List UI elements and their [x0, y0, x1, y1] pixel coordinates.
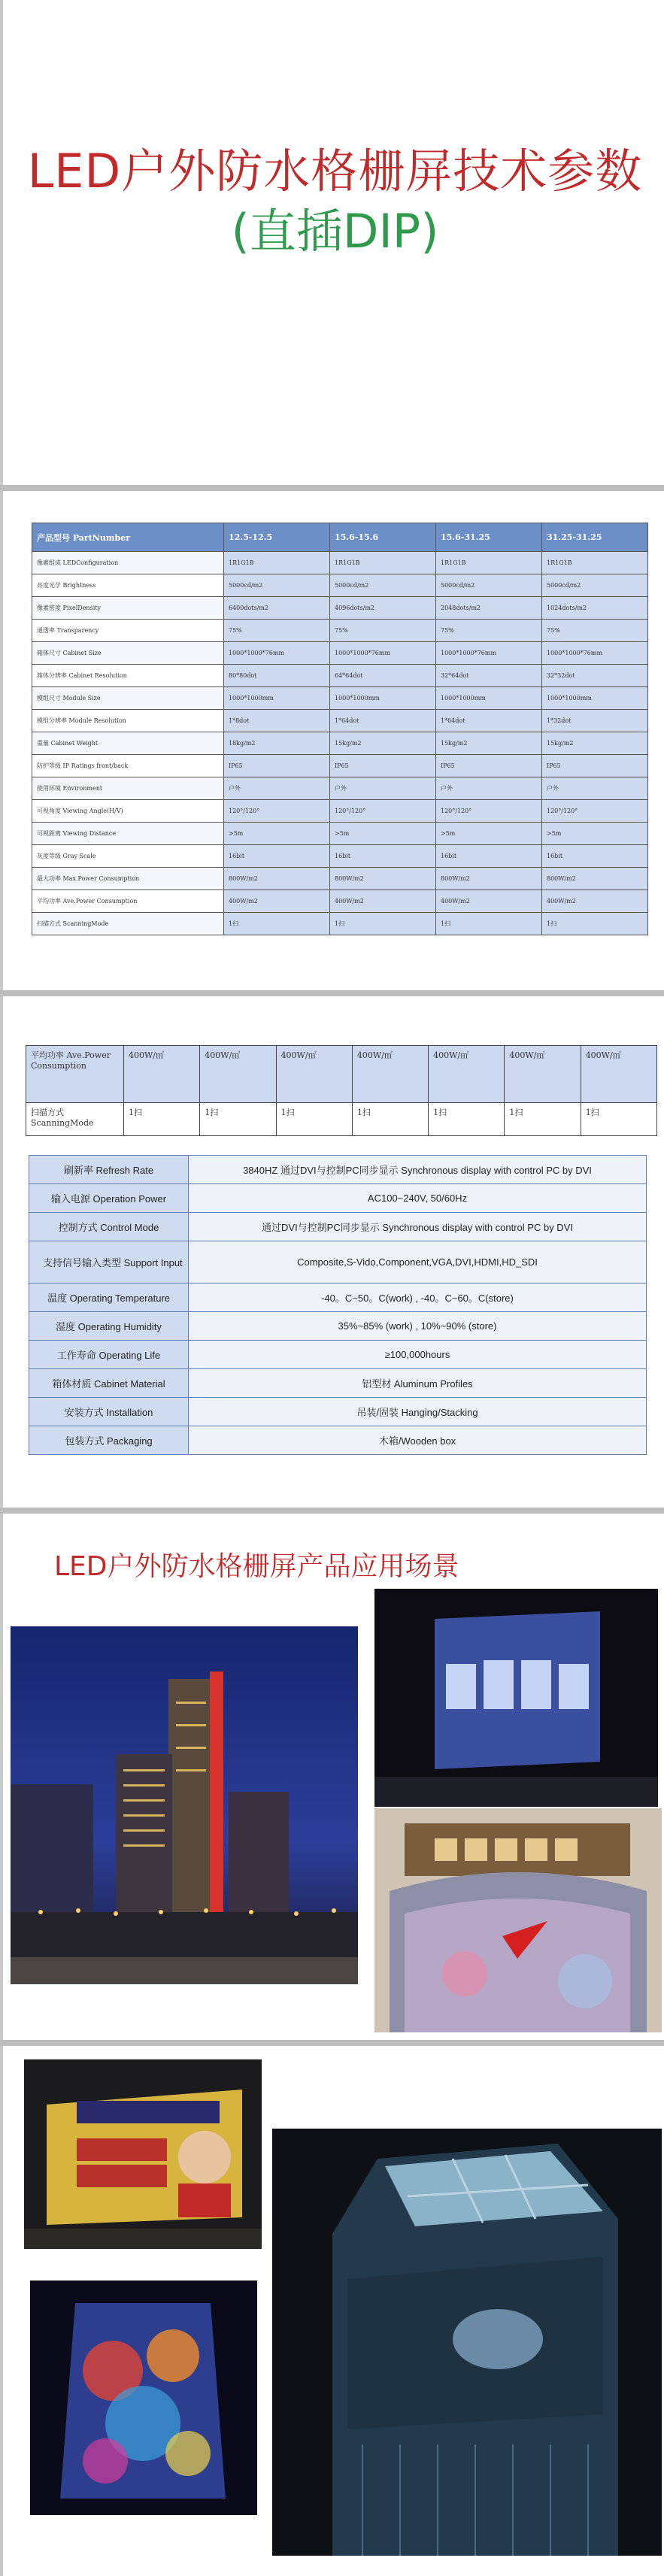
spec-value-cell: 400W/m2	[436, 890, 542, 913]
spec-value-cell: 15kg/m2	[542, 732, 648, 755]
spec-value-cell: 16bit	[436, 845, 542, 868]
detail-value-cell: AC100~240V, 50/60Hz	[189, 1184, 647, 1213]
detail-value-cell: 铝型材 Aluminum Profiles	[189, 1369, 647, 1398]
detail-value-cell: ≥100,000hours	[189, 1341, 647, 1369]
power-value-cell: 400W/㎡	[352, 1046, 428, 1103]
spec-value-cell: 800W/m2	[542, 868, 648, 890]
spec-row	[32, 777, 648, 800]
power-value-cell: 400W/㎡	[124, 1046, 200, 1103]
detail-row	[29, 1341, 647, 1369]
spec-row	[32, 913, 648, 935]
spec-value-cell: 1000*1000mm	[542, 687, 648, 710]
spec-value-cell: 2048dots/m2	[436, 597, 542, 620]
spec-value-cell: 120°/120°	[224, 800, 330, 823]
spec-value-cell: 400W/m2	[330, 890, 436, 913]
detail-row	[29, 1156, 647, 1184]
spec-value-cell: 75%	[436, 620, 542, 642]
detail-value-cell: 吊装/固装 Hanging/Stacking	[189, 1398, 647, 1426]
title-panel	[0, 0, 664, 485]
detail-value-cell: 3840HZ 通过DVI与控制PC同步显示 Synchronous display with control PC by DVI	[189, 1156, 647, 1184]
spec-value-cell: 1扫	[436, 913, 542, 935]
spec-label-cell: 像素密度 PixelDensity	[32, 597, 224, 620]
spec-label-cell: 使用环境 Environment	[32, 777, 224, 800]
detail-value-cell: -40。C~50。C(work) , -40。C~60。C(store)	[189, 1283, 647, 1312]
scenario-panel	[0, 1514, 664, 2040]
panel-divider	[0, 1508, 664, 1514]
spec-value-cell: 1R1G1B	[224, 552, 330, 574]
spec-value-cell: 800W/m2	[436, 868, 542, 890]
spec-value-cell: IP65	[224, 755, 330, 777]
spec-value-cell: >5m	[224, 823, 330, 845]
spec-row	[32, 620, 648, 642]
detail-row	[29, 1398, 647, 1426]
spec-row	[32, 552, 648, 574]
spec-value-cell: 1R1G1B	[436, 552, 542, 574]
spec-value-cell: 5000cd/m2	[224, 574, 330, 597]
power-value-cell: 1扫	[429, 1103, 505, 1136]
spec-label-cell: 最大功率 Max.Power Consumption	[32, 868, 224, 890]
spec-label-cell: 模组尺寸 Module Size	[32, 687, 224, 710]
detail-label-cell: 刷新率 Refresh Rate	[29, 1156, 189, 1184]
spec-value-cell: 1024dots/m2	[542, 597, 648, 620]
spec-value-cell: 户外	[224, 777, 330, 800]
photo-mall	[374, 1808, 662, 2032]
photo-art-tower	[30, 2281, 257, 2515]
detail-label-cell: 温度 Operating Temperature	[29, 1283, 189, 1312]
spec-value-cell: 16bit	[224, 845, 330, 868]
spec-value-cell: >5m	[330, 823, 436, 845]
power-value-cell: 400W/㎡	[429, 1046, 505, 1103]
spec-label-cell: 亮度光学 Brightness	[32, 574, 224, 597]
spec-value-cell: >5m	[542, 823, 648, 845]
spec-value-cell: 120°/120°	[330, 800, 436, 823]
spec-label-cell: 箱体分辨率 Cabinet Resolution	[32, 665, 224, 687]
spec-value-cell: 1*64dot	[436, 710, 542, 732]
spec-row	[32, 823, 648, 845]
spec-value-cell: 16bit	[330, 845, 436, 868]
spec-label-cell: 可视距离 Viewing Distance	[32, 823, 224, 845]
panel-divider	[0, 485, 664, 491]
spec-value-cell: 1000*1000*76mm	[542, 642, 648, 665]
detail-value-cell: 35%~85% (work) , 10%~90% (store)	[189, 1312, 647, 1341]
spec-header-cell: 15.6-15.6	[330, 523, 436, 552]
spec-value-cell: 1000*1000*76mm	[224, 642, 330, 665]
spec-row	[32, 665, 648, 687]
spec-value-cell: 75%	[224, 620, 330, 642]
spec-value-cell: 1000*1000mm	[436, 687, 542, 710]
spec-label-cell: 防护等级 IP Ratings front/back	[32, 755, 224, 777]
spec-value-cell: IP65	[542, 755, 648, 777]
spec-value-cell: IP65	[330, 755, 436, 777]
spec-value-cell: 1扫	[224, 913, 330, 935]
spec-value-cell: 5000cd/m2	[330, 574, 436, 597]
spec-value-cell: 120°/120°	[542, 800, 648, 823]
spec-value-cell: 18kg/m2	[224, 732, 330, 755]
power-value-cell: 1扫	[352, 1103, 428, 1136]
power-value-cell: 400W/㎡	[505, 1046, 581, 1103]
spec-label-cell: 平均功率 Ave.Power Consumption	[32, 890, 224, 913]
spec-value-cell: 75%	[330, 620, 436, 642]
spec-label-cell: 灰度等级 Gray Scale	[32, 845, 224, 868]
power-value-cell: 400W/㎡	[200, 1046, 276, 1103]
detail-value-cell: 通过DVI与控制PC同步显示 Synchronous display with control PC by DVI	[189, 1213, 647, 1241]
detail-row	[29, 1184, 647, 1213]
power-value-cell: 400W/㎡	[276, 1046, 352, 1103]
panel-divider	[0, 2040, 664, 2046]
detail-label-cell: 包装方式 Packaging	[29, 1426, 189, 1455]
power-value-cell: 1扫	[200, 1103, 276, 1136]
power-label-cell: 扫描方式 ScanningMode	[26, 1103, 124, 1136]
spec-row	[32, 642, 648, 665]
spec-table	[32, 523, 648, 935]
detail-label-cell: 输入电源 Operation Power	[29, 1184, 189, 1213]
spec-value-cell: 32*64dot	[436, 665, 542, 687]
detail-table	[29, 1155, 647, 1455]
page-subtitle: (直插DIP)	[231, 204, 439, 259]
spec-label-cell: 箱体尺寸 Cabinet Size	[32, 642, 224, 665]
spec-header-row	[32, 523, 648, 552]
spec-value-cell: 80*80dot	[224, 665, 330, 687]
spec-row	[32, 710, 648, 732]
power-value-cell: 1扫	[276, 1103, 352, 1136]
spec-value-cell: 64*64dot	[330, 665, 436, 687]
spec-row	[32, 687, 648, 710]
spec-value-cell: 120°/120°	[436, 800, 542, 823]
power-value-cell: 1扫	[581, 1103, 656, 1136]
spec-value-cell: 4096dots/m2	[330, 597, 436, 620]
spec-value-cell: 1*8dot	[224, 710, 330, 732]
power-value-cell: 1扫	[505, 1103, 581, 1136]
spec-label-cell: 模组分辨率 Module Resolution	[32, 710, 224, 732]
detail-label-cell: 箱体材质 Cabinet Material	[29, 1369, 189, 1398]
power-row	[26, 1046, 657, 1103]
spec-row	[32, 890, 648, 913]
spec-value-cell: IP65	[436, 755, 542, 777]
spec-row	[32, 800, 648, 823]
photo-billboard	[24, 2059, 262, 2249]
spec-label-cell: 像素组成 LEDConfiguration	[32, 552, 224, 574]
spec-label-cell: 扫描方式 ScanningMode	[32, 913, 224, 935]
photo-facade-screen	[374, 1589, 658, 1807]
spec-value-cell: 5000cd/m2	[436, 574, 542, 597]
detail-value-cell: 木箱/Wooden box	[189, 1426, 647, 1455]
detail-row	[29, 1213, 647, 1241]
panel-divider	[0, 990, 664, 996]
power-value-cell: 1扫	[124, 1103, 200, 1136]
spec-value-cell: 6400dots/m2	[224, 597, 330, 620]
spec-row	[32, 845, 648, 868]
page-title: LED户外防水格栅屏技术参数	[27, 144, 643, 199]
spec-value-cell: 400W/m2	[224, 890, 330, 913]
photo-glass-highrise	[272, 2129, 662, 2556]
spec-value-cell: 15kg/m2	[330, 732, 436, 755]
spec-row	[32, 868, 648, 890]
detail-label-cell: 安装方式 Installation	[29, 1398, 189, 1426]
spec-value-cell: 75%	[542, 620, 648, 642]
spec-label-cell: 重量 Cabinet Weight	[32, 732, 224, 755]
spec-row	[32, 732, 648, 755]
detail-label-cell: 控制方式 Control Mode	[29, 1213, 189, 1241]
spec-value-cell: 1扫	[542, 913, 648, 935]
spec-value-cell: 1扫	[330, 913, 436, 935]
spec-value-cell: 1000*1000*76mm	[330, 642, 436, 665]
spec-label-cell: 通透率 Transparency	[32, 620, 224, 642]
spec-value-cell: 户外	[330, 777, 436, 800]
spec-value-cell: 1*64dot	[330, 710, 436, 732]
spec-header-cell: 产品型号 PartNumber	[32, 523, 224, 552]
detail-row	[29, 1426, 647, 1455]
detail-row	[29, 1283, 647, 1312]
power-row	[26, 1103, 657, 1136]
spec-value-cell: >5m	[436, 823, 542, 845]
spec-panel	[0, 491, 664, 990]
spec-header-cell: 12.5-12.5	[224, 523, 330, 552]
spec-value-cell: 400W/m2	[542, 890, 648, 913]
detail-row	[29, 1369, 647, 1398]
scenario-title: LED户外防水格栅屏产品应用场景	[54, 1551, 459, 1582]
spec-value-cell: 800W/m2	[330, 868, 436, 890]
detail-label-cell: 工作寿命 Operating Life	[29, 1341, 189, 1369]
detail-row	[29, 1312, 647, 1341]
spec-label-cell: 可视角度 Viewing Angle(H/V)	[32, 800, 224, 823]
spec-value-cell: 1000*1000mm	[224, 687, 330, 710]
spec-value-cell: 16bit	[542, 845, 648, 868]
detail-label-cell: 湿度 Operating Humidity	[29, 1312, 189, 1341]
power-label-cell: 平均功率 Ave.Power Consumption	[26, 1046, 124, 1103]
scenario-panel-2	[0, 2046, 664, 2576]
spec-value-cell: 户外	[436, 777, 542, 800]
photo-night-tower	[11, 1626, 358, 1984]
spec-row	[32, 755, 648, 777]
detail-value-cell: Composite,S-Vido,Component,VGA,DVI,HDMI,HD_SDI	[189, 1241, 647, 1283]
detail-label-cell: 支持信号输入类型 Support Input	[29, 1241, 189, 1283]
spec-value-cell: 1000*1000mm	[330, 687, 436, 710]
spec-value-cell: 1000*1000*76mm	[436, 642, 542, 665]
spec-value-cell: 1R1G1B	[542, 552, 648, 574]
spec-value-cell: 32*32dot	[542, 665, 648, 687]
spec-value-cell: 5000cd/m2	[542, 574, 648, 597]
spec-value-cell: 户外	[542, 777, 648, 800]
power-value-cell: 400W/㎡	[581, 1046, 656, 1103]
spec-value-cell: 15kg/m2	[436, 732, 542, 755]
spec-value-cell: 800W/m2	[224, 868, 330, 890]
spec-row	[32, 574, 648, 597]
spec-value-cell: 1*32dot	[542, 710, 648, 732]
spec-header-cell: 15.6-31.25	[436, 523, 542, 552]
spec-row	[32, 597, 648, 620]
detail-panel	[0, 996, 664, 1508]
power-table	[26, 1045, 657, 1136]
spec-header-cell: 31.25-31.25	[542, 523, 648, 552]
spec-value-cell: 1R1G1B	[330, 552, 436, 574]
detail-row	[29, 1241, 647, 1283]
